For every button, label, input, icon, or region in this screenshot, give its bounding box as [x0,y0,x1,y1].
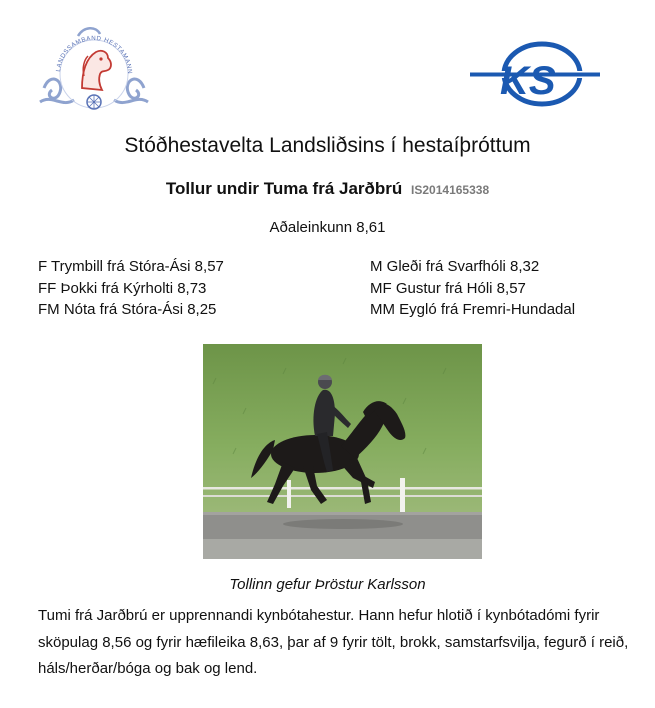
main-score: Aðaleinkunn 8,61 [269,219,386,236]
pedigree-sire-side [38,256,224,321]
pedigree-line: M Gleði frá Svarfhóli 8,32 [370,258,540,275]
pedigree-line: MF Gustur frá Hóli 8,57 [370,279,526,297]
pedigree-line: FM Nóta frá Stóra-Ási 8,25 [38,301,217,318]
pedigree-line: FF Þokki frá Kýrholti 8,73 [38,279,207,297]
kynbotasamtok-logo-icon [470,40,600,112]
page-title: Stóðhestavelta Landsliðsins í hestaíþróttum [124,134,531,157]
horse-description: Tumi frá Jarðbrú er upprennandi kynbótahestur. Hann hefur hlotið í kynbótadómi fyrir sköpulag 8,56 og fyrir hæfileika 8,63, þar af 9 fyrir tölt, brokk, samstarfsvilja, fegurð í reið, háls/herðar/bóga og bak og lend. [38,607,629,677]
horse-heading [0,179,655,199]
pedigree-line: MM Eygló frá Fremri-Hundadal [370,301,576,318]
seal-ring-text: LANDSSAMBAND HESTAMANN [55,34,134,75]
photo-caption: Tollinn gefur Þröstur Karlsson [229,576,426,593]
landssamband-hestamannafelaga-seal-icon [38,22,150,122]
horse-rider-photo-icon [203,344,482,559]
ks-logo [470,40,600,112]
pedigree-line: F Trymbill frá Stóra-Ási 8,57 [38,258,224,275]
ks-logo-letters: KS [500,59,556,103]
horse-registration-id: IS2014165338 [411,183,490,197]
horse-photo [203,344,482,559]
landssamband-seal-logo [38,22,150,122]
pedigree-dam-side [370,256,575,321]
horse-name: Tollur undir Tuma frá Jarðbrú [165,179,403,198]
